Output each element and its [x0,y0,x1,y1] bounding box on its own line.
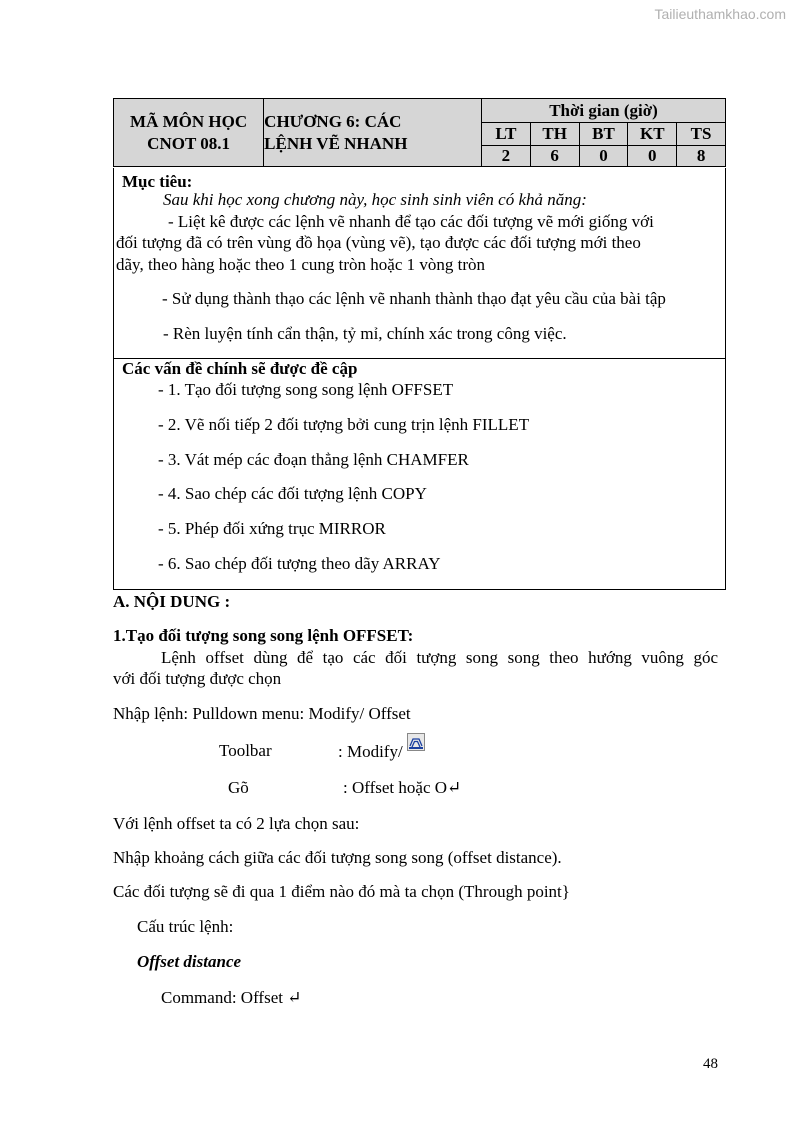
para1-line2: với đối tượng được chọn [113,669,282,688]
toolbar-value-text: : Modify/ [338,742,403,761]
val-ts: 8 [677,146,726,167]
objective-3: - Rèn luyện tính cẩn thận, tỷ mỉ, chính xác trong công việc. [163,324,567,343]
val-bt: 0 [579,146,628,167]
objective-1-line2: đối tượng đã có trên vùng đồ họa (vùng vẽ), tạo được các đối tượng mới theo [116,233,641,252]
structure-label: Cấu trúc lệnh: [137,917,234,936]
col-ts: TS [677,123,726,146]
issue-item: - 3. Vát mép các đoạn thẳng lệnh CHAMFER [158,450,469,469]
col-bt: BT [579,123,628,146]
objectives-box [113,168,726,359]
issues-box [113,359,726,590]
chapter-title-line1: CHƯƠNG 6: CÁC [264,111,402,131]
time-label: Thời gian (giờ) [482,99,726,123]
option-1: Nhập khoảng cách giữa các đối tượng song song (offset distance). [113,848,562,867]
offset-distance-heading: Offset distance [137,952,242,971]
issues-heading: Các vấn đề chính sẽ được đề cập [122,359,358,378]
type-label: Gõ [228,778,249,797]
col-lt: LT [482,123,531,146]
objectives-heading: Mục tiêu: [122,172,193,191]
command-line: Command: Offset ↵ [161,988,302,1007]
course-code-label: MÃ MÔN HỌC [130,111,248,131]
course-code: CNOT 08.1 [147,133,230,153]
objectives-intro: Sau khi học xong chương này, học sinh sinh viên có khả năng: [163,190,587,209]
val-th: 6 [530,146,579,167]
issue-item: - 5. Phép đối xứng trục MIRROR [158,519,386,538]
val-kt: 0 [628,146,677,167]
issue-item: - 2. Vẽ nối tiếp 2 đối tượng bởi cung trịn lệnh FILLET [158,415,530,434]
toolbar-value [338,741,425,762]
section-a-heading: A. NỘI DUNG : [113,592,231,611]
objective-1-line3: dãy, theo hàng hoặc theo 1 cung tròn hoặc 1 vòng tròn [116,255,486,274]
objective-1-line1: - Liệt kê được các lệnh vẽ nhanh để tạo các đối tượng vẽ mới giống với [168,212,654,231]
chapter-title-line2: LỆNH VẼ NHANH [264,133,408,153]
chapter-title-cell [264,99,482,167]
page-number: 48 [703,1056,718,1072]
offset-icon [407,733,425,751]
issue-item: - 6. Sao chép đối tượng theo dãy ARRAY [158,554,441,573]
options-intro: Với lệnh offset ta có 2 lựa chọn sau: [113,814,360,833]
type-value: : Offset hoặc O↵ [343,778,462,797]
issue-item: - 1. Tạo đối tượng song song lệnh OFFSET [158,380,454,399]
watermark: Tailieuthamkhao.com [654,6,786,22]
val-lt: 2 [482,146,531,167]
course-code-cell [114,99,264,167]
issue-item: - 4. Sao chép các đối tượng lệnh COPY [158,484,427,503]
para1-line1: Lệnh offset dùng để tạo các đối tượng song song theo hướng vuông góc [161,648,718,667]
toolbar-label: Toolbar [219,741,272,760]
input-command: Nhập lệnh: Pulldown menu: Modify/ Offset [113,704,411,723]
course-header-table [113,98,726,167]
subsection-1-heading: 1.Tạo đối tượng song song lệnh OFFSET: [113,626,414,645]
option-2: Các đối tượng sẽ đi qua 1 điểm nào đó mà ta chọn (Through point} [113,882,570,901]
col-kt: KT [628,123,677,146]
objective-2: - Sử dụng thành thạo các lệnh vẽ nhanh thành thạo đạt yêu cầu của bài tập [162,289,666,308]
col-th: TH [530,123,579,146]
